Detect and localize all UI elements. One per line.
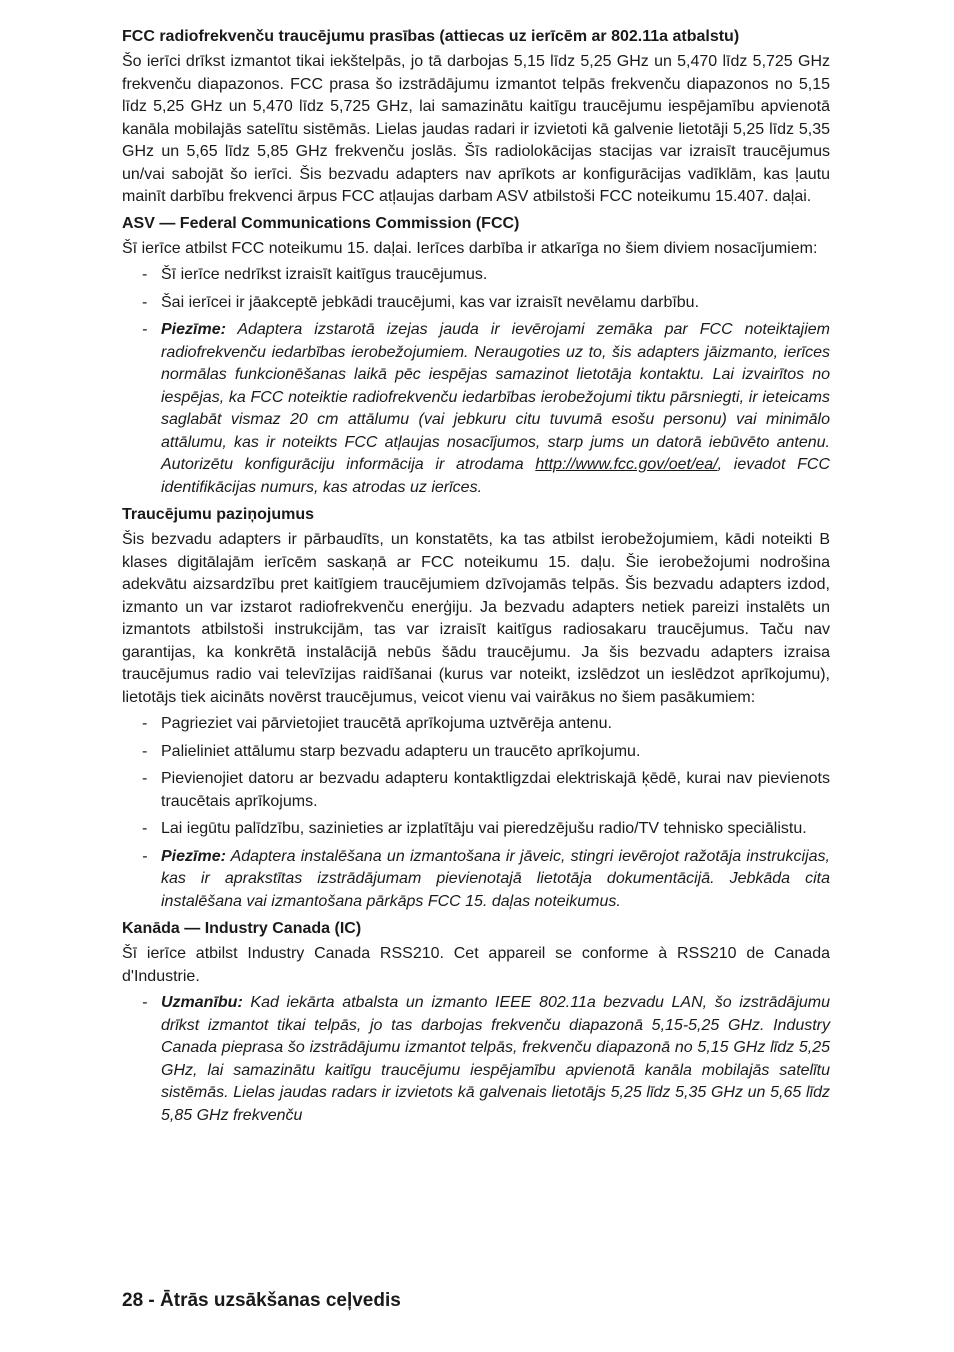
list-item: - Lai iegūtu palīdzību, sazinieties ar izplatītāju vai pieredzējušu radio/TV tehnisko speciālistu. (122, 818, 830, 841)
section-paragraph-usa-fcc: Šī ierīce atbilst FCC noteikumu 15. daļai. Ierīces darbība ir atkarīga no šiem diviem nosacījumiem: (122, 239, 818, 257)
note-text-after: , ievadot FCC identifikācijas numurs, kas atrodas uz ierīces. (161, 456, 831, 496)
note-item-installation (122, 846, 830, 914)
page-footer: 28 - Ātrās uzsākšanas ceļvedis (122, 1290, 401, 1311)
note-text-before: Adaptera izstarotā izejas jauda ir ievērojami zemāka par FCC noteiktajiem radiofrekvenču iedarbības ierobežojumiem. Neraugoties uz to, šis adapters jāizmanto, ierīces normālas funkcionēšanas laikā pēc iespējas samazinot lietotāja kontaktu. Lai izvairītos no iespējas, ka FCC noteiktie radiofrekvenču iedarbības ierobežojumi tiktu pārsniegti, ir ieteicams saglabāt vismaz 20 cm attālumu (vai jebkuru citu tuvumā esošu personu) vai minimālo attālumu, kas ir noteikts FCC atļaujas nosacījumos, starp jums un datorā iebūvēto antenu. Autorizētu konfigurāciju informācija ir atrodama (161, 321, 830, 473)
section-heading-fcc-rf: FCC radiofrekvenču traucējumu prasības (attiecas uz ierīcēm ar 802.11a atbalstu) (122, 28, 740, 45)
note-item-rf-exposure (122, 319, 830, 499)
section-paragraph-canada-ic: Šī ierīce atbilst Industry Canada RSS210. Cet appareil se conforme à RSS210 de Canada d'Industrie. (122, 945, 830, 985)
document-page (122, 26, 830, 1132)
fcc-link[interactable]: http://www.fcc.gov/oet/ea/ (535, 456, 718, 473)
list-item: - Šai ierīcei ir jāakceptē jebkādi traucējumi, kas var izraisīt nevēlamu darbību. (122, 292, 830, 315)
section-heading-interference: Traucējumu paziņojumus (122, 506, 315, 523)
section-heading-canada-ic: Kanāda — Industry Canada (IC) (122, 920, 362, 937)
bullet-list-fcc-conditions (122, 264, 830, 499)
caution-item (122, 992, 830, 1127)
section-heading-usa-fcc: ASV — Federal Communications Commission (FCC) (122, 214, 520, 232)
list-item: - Pagrieziet vai pārvietojiet traucētā aprīkojuma uztvērēja antenu. (122, 713, 830, 736)
list-item: - Palieliniet attālumu starp bezvadu adapteru un traucēto aprīkojumu. (122, 741, 830, 764)
note-label: Piezīme: (161, 321, 226, 338)
caution-label: Uzmanību: (161, 994, 243, 1011)
note-label: Piezīme: (161, 847, 226, 865)
section-paragraph-interference: Šis bezvadu adapters ir pārbaudīts, un konstatēts, ka tas atbilst ierobežojumiem, kādi noteikti B klases digitālajām ierīcēm saskaņā ar FCC noteikumu 15. daļu. Šie ierobežojumi nodrošina adekvātu aizsardzību pret kaitīgiem traucējumiem dzīvojamās telpās. Šis bezvadu adapters izdod, izmanto un var izstarot radiofrekvenču enerģiju. Ja bezvadu adapters netiek pareizi instalēts un izmantots atbilstoši instrukcijām, tas var izraisīt kaitīgus radiosakaru traucējumus. Taču nav garantijas, ka konkrētā instalācijā nebūs šādu traucējumu. Ja šis bezvadu adapters izraisa traucējumus radio vai televīzijas raidīšanai (kurus var noteikt, izslēdzot un ieslēdzot aprīkojumu), lietotājs tiek aicināts novērst traucējumus, veicot vienu vai vairākus no šiem pasākumiem: (122, 531, 830, 706)
bullet-list-canada-caution (122, 992, 830, 1127)
bullet-list-interference-measures (122, 713, 830, 913)
note-text: Adaptera instalēšana un izmantošana ir jāveic, stingri ievērojot ražotāja instrukcijas, kas ir aprakstītas izstrādājumam pievienotajā lietotāja dokumentācijā. Jebkāda cita instalēšana vai izmantošana pārkāps FCC 15. daļas noteikumus. (161, 847, 830, 910)
section-paragraph-fcc-rf: Šo ierīci drīkst izmantot tikai iekštelpās, jo tā darbojas 5,15 līdz 5,25 GHz un 5,470 līdz 5,725 GHz frekvenču diapazonos. FCC prasa šo izstrādājumu izmantot telpās frekvenču diapazonos no 5,15 līdz 5,25 GHz un 5,470 līdz 5,725 GHz, lai samazinātu kaitīgu traucējumu iespējamību apvienotā kanāla mobilajās satelītu sistēmās. Lielas jaudas radari ir izvietoti kā galvenie lietotāji 5,25 līdz 5,35 GHz un 5,65 līdz 5,85 GHz frekvenču joslās. Šīs radiolokācijas stacijas var izraisīt traucējumus un/vai sabojāt šo ierīci. Šis bezvadu adapters nav aprīkots ar konfigurācijas vadīklām, kas ļautu mainīt darbību frekvenci ārpus FCC atļaujas darbam ASV atbilstoši FCC noteikumu 15.407. daļai. (122, 53, 830, 205)
list-item: - Pievienojiet datoru ar bezvadu adapteru kontaktligzdai elektriskajā ķēdē, kurai nav pievienots traucētais aprīkojums. (122, 768, 830, 813)
list-item: - Šī ierīce nedrīkst izraisīt kaitīgus traucējumus. (122, 264, 830, 287)
caution-text: Kad iekārta atbalsta un izmanto IEEE 802.11a bezvadu LAN, šo izstrādājumu drīkst izmantot tikai telpās, jo tas darbojas frekvenču diapazonā 5,15-5,25 GHz. Industry Canada pieprasa šo izstrādājumu izmantot telpās, frekvenču diapazonā no 5,15 GHz līdz 5,25 GHz, lai samazinātu kaitīgu traucējumu iespējamību apvienotā kanāla mobilajās satelītu sistēmās. Lielas jaudas radars ir izvietots kā galvenais lietotājs 5,25 līdz 5,35 GHz un 5,65 līdz 5,85 GHz frekvenču (161, 994, 830, 1124)
